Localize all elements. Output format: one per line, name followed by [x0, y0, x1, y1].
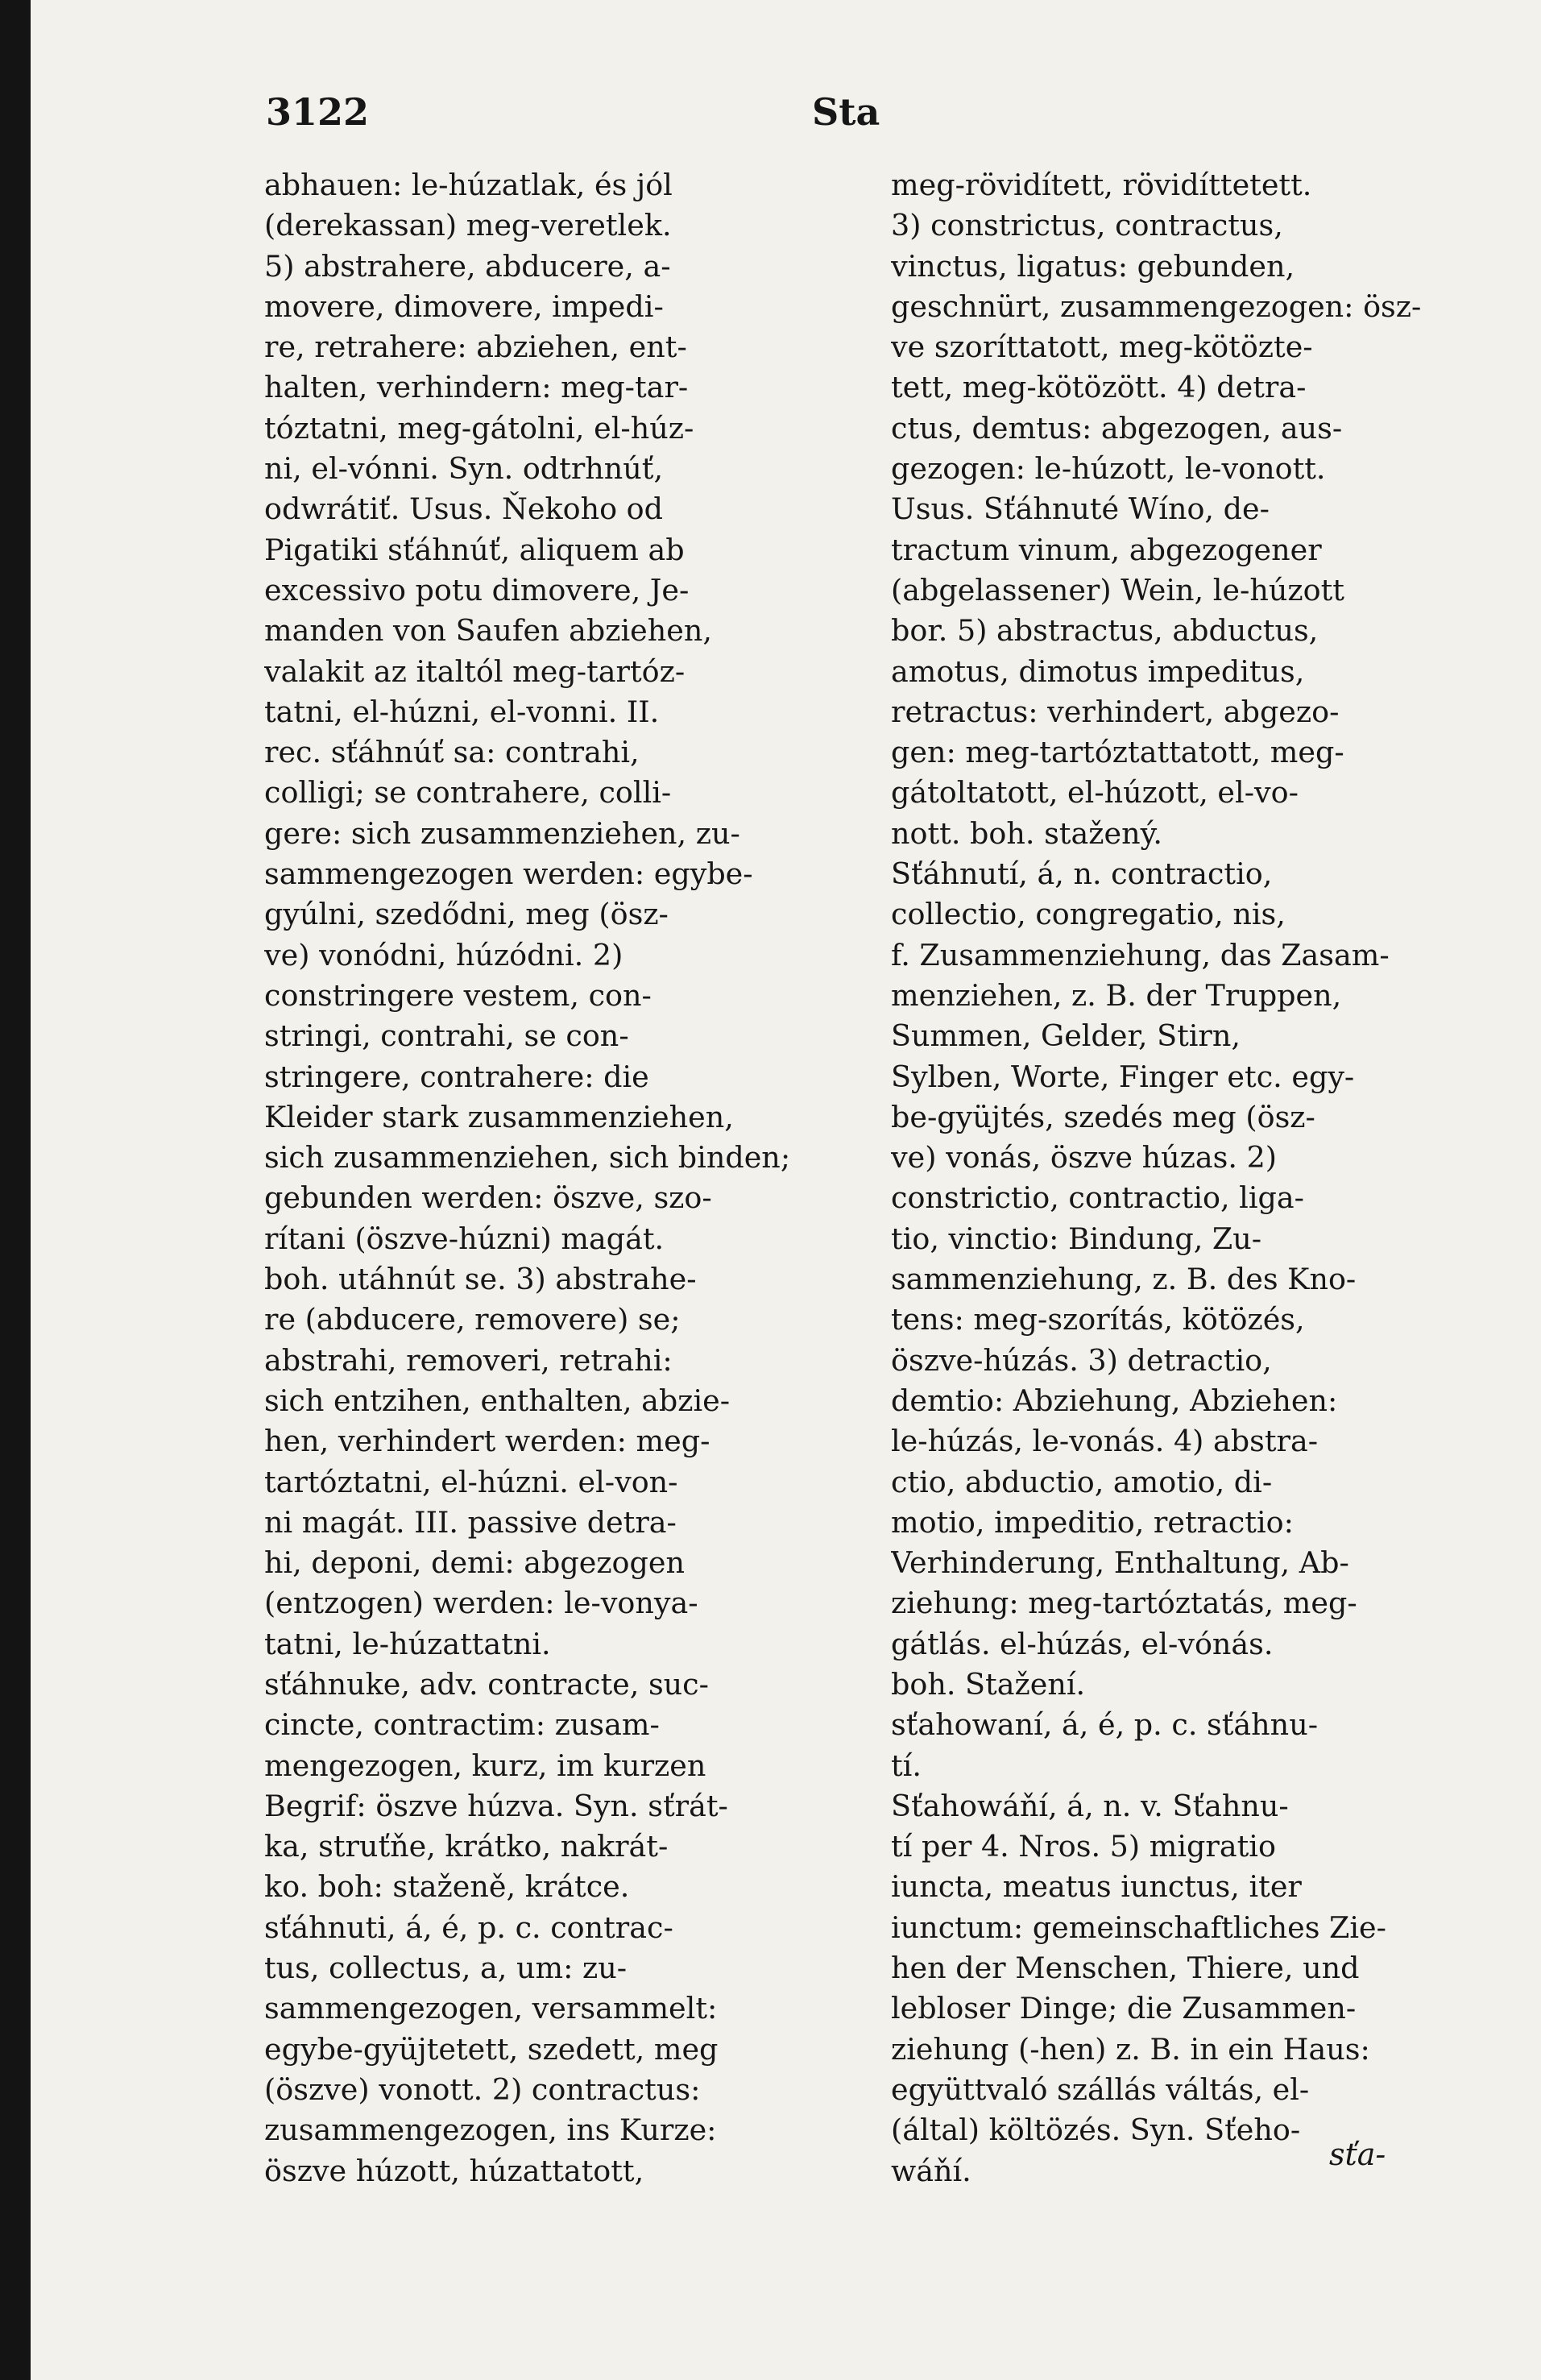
entry-line: Sylben, Worte, Finger etc. egy-: [891, 1059, 1355, 1094]
entry-line: wáňí.: [891, 2153, 971, 2188]
entry-line: ve) vonódni, húzódni. 2): [264, 937, 623, 972]
entry-line: hen, verhindert werden: meg-: [264, 1424, 710, 1459]
entry-line: (derekassan) meg-veretlek.: [264, 208, 672, 243]
entry-line: iunctum: gemeinschaftliches Zie-: [891, 1909, 1386, 1945]
entry-line: excessivo potu dimovere, Je-: [264, 572, 690, 607]
entry-line: tatni, le-húzattatni.: [264, 1626, 551, 1661]
entry-line: hi, deponi, demi: abgezogen: [264, 1545, 685, 1581]
entry-line: manden von Saufen abziehen,: [264, 613, 713, 649]
entry-line: 5) abstrahere, abducere, a-: [264, 248, 671, 284]
entry-line: ctus, demtus: abgezogen, aus-: [891, 410, 1343, 446]
entry-line: ve szoríttatott, meg-kötözte-: [891, 330, 1313, 365]
entry-line: halten, verhindern: meg-tar-: [264, 370, 689, 405]
entry-line: hen der Menschen, Thiere, und: [891, 1951, 1360, 1986]
entry-line: tus, collectus, a, um: zu-: [264, 1951, 628, 1986]
entry-line: egybe-gyüjtetett, szedett, meg: [264, 2031, 719, 2067]
entry-line: f. Zusammenziehung, das Zasam-: [891, 937, 1390, 972]
left-column: [264, 165, 893, 2191]
entry-line: mengezogen, kurz, im kurzen: [264, 1748, 706, 1783]
entry-line: Usus. Sťáhnuté Wíno, de-: [891, 491, 1270, 527]
entry-line: (öszve) vonott. 2) contractus:: [264, 2071, 701, 2107]
entry-line: Summen, Gelder, Stirn,: [891, 1018, 1241, 1054]
entry-line: Begrif: öszve húzva. Syn. sťrát-: [264, 1788, 728, 1823]
entry-line: meg-rövidített, rövidíttetett.: [891, 168, 1312, 202]
entry-line: tens: meg-szorítás, kötözés,: [891, 1302, 1305, 1337]
entry-line: sich entzihen, enthalten, abzie-: [264, 1383, 731, 1418]
entry-line: (által) költözés. Syn. Sťeho-: [891, 2113, 1301, 2148]
entry-line: re, retrahere: abziehen, ent-: [264, 330, 687, 365]
entry-line: collectio, congregatio, nis,: [891, 897, 1286, 932]
entry-line: colligi; se contrahere, colli-: [264, 775, 672, 811]
entry-line: sťáhnuti, á, é, p. c. contrac-: [264, 1909, 673, 1945]
entry-line: tatni, el-húzni, el-vonni. II.: [264, 694, 660, 729]
entry-line: sich zusammenziehen, sich binden;: [264, 1140, 791, 1175]
entry-line: Kleider stark zusammenziehen,: [264, 1099, 734, 1134]
entry-line: rec. sťáhnúť sa: contrahi,: [264, 735, 640, 770]
entry-line: ni, el-vónni. Syn. odtrhnúť,: [264, 451, 664, 487]
entry-line: gátoltatott, el-húzott, el-vo-: [891, 775, 1299, 811]
entry-line: gátlás. el-húzás, el-vónás.: [891, 1626, 1274, 1661]
entry-line: le-húzás, le-vonás. 4) abstra-: [891, 1424, 1319, 1459]
entry-line: constrictio, contractio, liga-: [891, 1180, 1304, 1216]
page-header: [31, 90, 1541, 139]
dictionary-page: [31, 0, 1541, 2380]
entry-line: tí per 4. Nros. 5) migratio: [891, 1829, 1276, 1864]
entry-line: zusammengezogen, ins Kurze:: [264, 2113, 717, 2148]
entry-line: vinctus, ligatus: gebunden,: [891, 248, 1295, 284]
entry-line: öszve-húzás. 3) detractio,: [891, 1342, 1272, 1378]
entry-line: Verhinderung, Enthaltung, Ab-: [891, 1545, 1349, 1581]
entry-line: tett, meg-kötözött. 4) detra-: [891, 370, 1307, 405]
entry-line: boh. Stažení.: [891, 1666, 1086, 1702]
entry-line: cincte, contractim: zusam-: [264, 1707, 660, 1743]
entry-line: gebunden werden: öszve, szo-: [264, 1180, 712, 1216]
entry-line: rítani (öszve-húzni) magát.: [264, 1221, 665, 1256]
entry-line: stringi, contrahi, se con-: [264, 1018, 629, 1054]
entry-line: gere: sich zusammenziehen, zu-: [264, 815, 740, 851]
entry-line: Sťahowáňí, á, n. v. Sťahnu-: [891, 1788, 1289, 1823]
entry-line: Sťáhnutí, á, n. contractio,: [891, 856, 1273, 892]
entry-line: ko. boh: staženě, krátce.: [264, 1869, 630, 1905]
entry-line: (abgelassener) Wein, le-húzott: [891, 572, 1344, 607]
entry-line: retractus: verhindert, abgezo-: [891, 694, 1340, 729]
entry-line: ka, struťňe, krátko, nakrát-: [264, 1829, 669, 1864]
entry-line: sammengezogen werden: egybe-: [264, 856, 753, 892]
entry-line: abstrahi, removeri, retrahi:: [264, 1342, 673, 1378]
entry-line: demtio: Abziehung, Abziehen:: [891, 1383, 1338, 1418]
entry-line: (entzogen) werden: le-vonya-: [264, 1586, 698, 1621]
entry-line: ve) vonás, öszve húzas. 2): [891, 1140, 1278, 1175]
entry-line: ziehung: meg-tartóztatás, meg-: [891, 1586, 1357, 1621]
entry-line: sťáhnuke, adv. contracte, suc-: [264, 1666, 709, 1702]
entry-line: 3) constrictus, contractus,: [891, 208, 1283, 243]
entry-line: tóztatni, meg-gátolni, el-húz-: [264, 410, 694, 446]
entry-line: ni magát. III. passive detra-: [264, 1504, 677, 1540]
entry-line: stringere, contrahere: die: [264, 1059, 649, 1094]
entry-line: iuncta, meatus iunctus, iter: [891, 1869, 1302, 1905]
entry-line: amotus, dimotus impeditus,: [891, 653, 1305, 689]
entry-line: geschnürt, zusammengezogen: ösz-: [891, 288, 1422, 324]
entry-line: ctio, abductio, amotio, di-: [891, 1464, 1273, 1499]
entry-line: tí.: [891, 1748, 922, 1783]
entry-line: Pigatiki sťáhnúť, aliquem ab: [264, 532, 685, 567]
entry-line: abhauen: le-húzatlak, és jól: [264, 168, 673, 202]
entry-line: lebloser Dinge; die Zusammen-: [891, 1991, 1357, 2026]
entry-line: tio, vinctio: Bindung, Zu-: [891, 1221, 1262, 1256]
entry-line: bor. 5) abstractus, abductus,: [891, 613, 1319, 649]
catchword: sťa-: [1329, 2137, 1386, 2172]
entry-line: re (abducere, removere) se;: [264, 1302, 681, 1337]
entry-line: boh. utáhnút se. 3) abstrahe-: [264, 1262, 697, 1297]
entry-line: valakit az italtól meg-tartóz-: [264, 653, 686, 689]
entry-line: nott. boh. stažený.: [891, 815, 1162, 851]
entry-line: sťahowaní, á, é, p. c. sťáhnu-: [891, 1707, 1319, 1743]
entry-line: movere, dimovere, impedi-: [264, 288, 664, 324]
entry-line: gen: meg-tartóztattatott, meg-: [891, 735, 1344, 770]
entry-line: tartóztatni, el-húzni. el-von-: [264, 1464, 678, 1499]
right-column: [891, 165, 1487, 2191]
entry-line: tractum vinum, abgezogener: [891, 532, 1322, 567]
entry-line: gezogen: le-húzott, le-vonott.: [891, 451, 1326, 487]
entry-line: ziehung (-hen) z. B. in ein Haus:: [891, 2031, 1370, 2067]
entry-line: sammenziehung, z. B. des Kno-: [891, 1262, 1357, 1297]
entry-line: odwrátiť. Usus. Ňekoho od: [264, 491, 663, 527]
entry-line: be-gyüjtés, szedés meg (ösz-: [891, 1099, 1315, 1134]
entry-line: sammengezogen, versammelt:: [264, 1991, 718, 2026]
entry-line: együttvaló szállás váltás, el-: [891, 2071, 1310, 2107]
page-number: 3122: [266, 90, 370, 134]
entry-line: menziehen, z. B. der Truppen,: [891, 977, 1342, 1013]
running-head: Sta: [812, 90, 880, 134]
entry-line: öszve húzott, húzattatott,: [264, 2153, 644, 2188]
entry-line: constringere vestem, con-: [264, 977, 652, 1013]
entry-line: motio, impeditio, retractio:: [891, 1504, 1294, 1540]
entry-line: gyúlni, szedődni, meg (ösz-: [264, 897, 669, 932]
